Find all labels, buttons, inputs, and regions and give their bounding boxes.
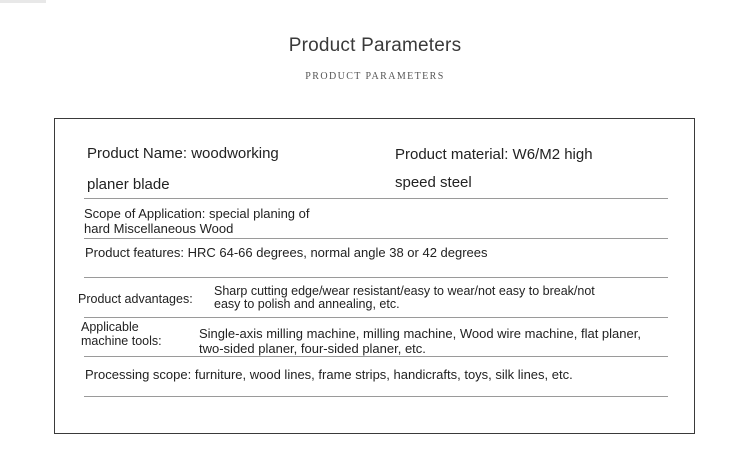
divider bbox=[84, 396, 668, 397]
divider bbox=[84, 317, 668, 318]
tools-label-line1: Applicable bbox=[81, 320, 139, 334]
page-title: Product Parameters bbox=[288, 35, 462, 56]
divider bbox=[84, 238, 668, 239]
advantages-line1: Sharp cutting edge/wear resistant/easy to wear/not easy to break/not bbox=[214, 284, 595, 298]
scope-line2: hard Miscellaneous Wood bbox=[84, 221, 234, 236]
tools-line2: two-sided planer, four-sided planer, etc. bbox=[199, 341, 426, 356]
page-subtitle: PRODUCT PARAMETERS bbox=[305, 71, 445, 82]
product-material-line2: speed steel bbox=[395, 174, 472, 191]
parameters-frame bbox=[54, 118, 695, 434]
processing-scope: Processing scope: furniture, wood lines, frame strips, handicrafts, toys, silk lines, etc. bbox=[85, 367, 573, 382]
top-edge-line bbox=[0, 0, 46, 3]
product-features: Product features: HRC 64-66 degrees, normal angle 38 or 42 degrees bbox=[85, 245, 488, 260]
scope-line1: Scope of Application: special planing of bbox=[84, 206, 310, 221]
product-material-line1: Product material: W6/M2 high bbox=[395, 146, 593, 163]
advantages-label: Product advantages: bbox=[78, 292, 193, 306]
product-name-line1: Product Name: woodworking bbox=[87, 145, 279, 162]
advantages-line2: easy to polish and annealing, etc. bbox=[214, 297, 400, 311]
divider bbox=[84, 198, 668, 199]
product-name-line2: planer blade bbox=[87, 176, 170, 193]
tools-line1: Single-axis milling machine, milling machine, Wood wire machine, flat planer, bbox=[199, 326, 641, 341]
divider bbox=[84, 277, 668, 278]
tools-label-line2: machine tools: bbox=[81, 334, 162, 348]
divider bbox=[84, 356, 668, 357]
